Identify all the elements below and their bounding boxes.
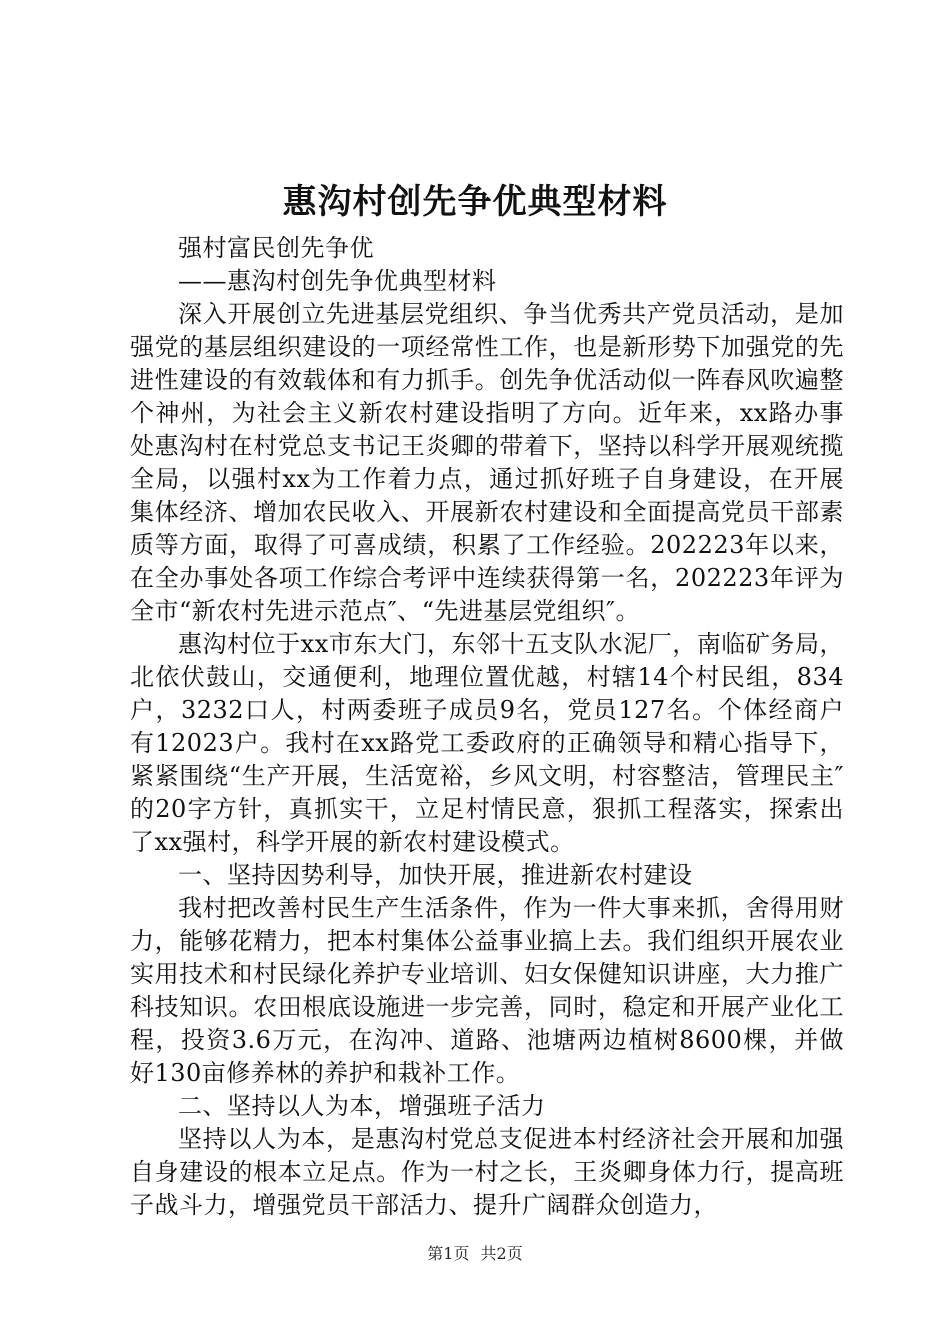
section-heading: 二、坚持以人为本，增强班子活力 <box>178 1092 546 1120</box>
page-total: 共2页 <box>480 1244 523 1263</box>
page-footer <box>0 1243 950 1265</box>
body-paragraph: 坚持以人为本，是惠沟村党总支促进本村经济社会开展和加强自身建设的根本立足点。作为一村之长，王炎卿身体力行，提高班子战斗力，增强党员干部活力、提升广阔群众创造力， <box>130 1125 844 1219</box>
body-paragraph: 深入开展创立先进基层党组织、争当优秀共产党员活动，是加强党的基层组织建设的一项经常性工作，也是新形势下加强党的先进性建设的有效载体和有力抓手。创先争优活动似一阵春风吹遍整个神州，为社会主义新农村建设指明了方向。近年来，xx路办事处惠沟村在村党总支书记王炎卿的带着下，坚持以科学开展观统揽全局，以强村xx为工作着力点，通过抓好班子自身建设，在开展集体经济、增加农民收入、开展新农村建设和全面提高党员干部素质等方面，取得了可喜成绩，积累了工作经验。202223年以来，在全办事处各项工作综合考评中连续获得第一名，202223年评为全市“新农村先进示范点″、“先进基层党组织″。 <box>130 300 844 625</box>
section-heading: 一、坚持因势利导，加快开展，推进新农村建设 <box>178 861 693 889</box>
document-title: 惠沟村创先争优典型材料 <box>282 182 668 222</box>
page-number: 第1页 <box>427 1244 470 1263</box>
subtitle-dash-line: ——惠沟村创先争优典型材料 <box>178 267 497 295</box>
body-paragraph: 我村把改善村民生产生活条件，作为一件大事来抓，舍得用财力，能够花精力，把本村集体公益事业搞上去。我们组织开展农业实用技术和村民绿化养护专业培训、妇女保健知识讲座，大力推广科技知识。农田根底设施进一步完善，同时，稳定和开展产业化工程，投资3.6万元，在沟冲、道路、池塘两边植树8600棵，并做好130亩修养林的养护和栽补工作。 <box>130 894 844 1087</box>
document-body <box>130 232 844 1222</box>
subtitle-line: 强村富民创先争优 <box>178 234 374 262</box>
body-paragraph: 惠沟村位于xx市东大门，东邻十五支队水泥厂，南临矿务局，北依伏鼓山，交通便利，地理位置优越，村辖14个村民组，834户，3232口人，村两委班子成员9名，党员127名。个体经商户有12023户。我村在xx路党工委政府的正确领导和精心指导下，紧紧围绕“生产开展，生活宽裕，乡风文明，村容整洁，管理民主″的20字方针，真抓实干，立足村情民意，狠抓工程落实，探索出了xx强村，科学开展的新农村建设模式。 <box>130 630 844 856</box>
